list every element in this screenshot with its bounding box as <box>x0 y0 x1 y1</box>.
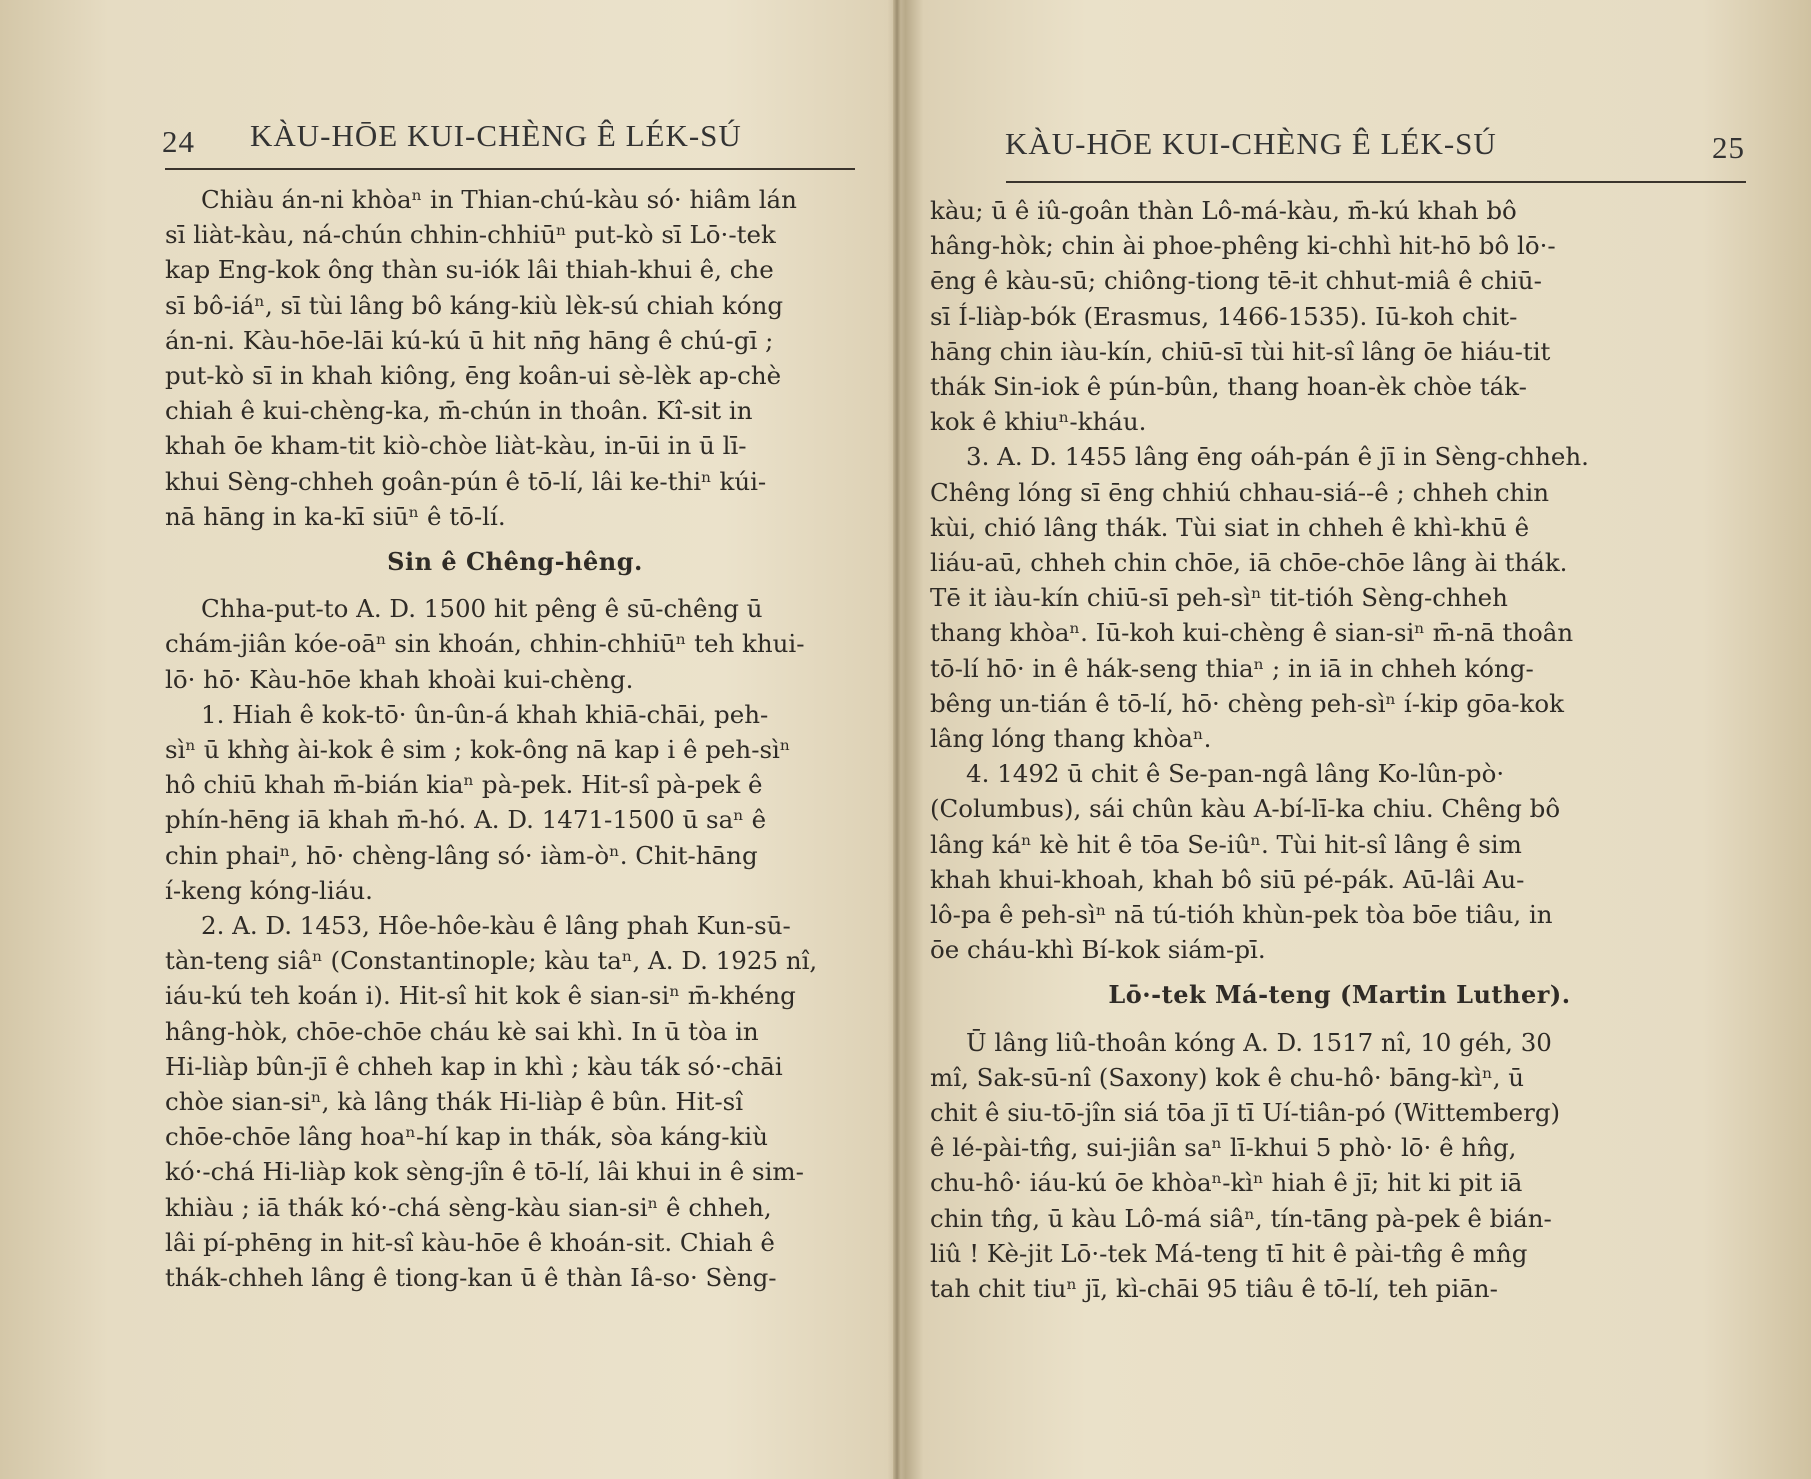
right-paragraph-4 <box>930 1025 1749 1307</box>
text-line: chu-hô· iáu-kú ōe khòaⁿ-kìⁿ hiah ê jī; hit ki pit iā <box>930 1168 1523 1198</box>
text-line: sī Í-liàp-bók (Erasmus, 1466-1535). Iū-koh chit- <box>930 301 1518 331</box>
text-line: lô-pa ê peh-sìⁿ nā tú-tióh khùn-pek tòa bōe tiâu, in <box>930 900 1553 930</box>
text-line: mî, Sak-sū-nî (Saxony) kok ê chu-hô· bāng-kìⁿ, ū <box>930 1062 1525 1092</box>
right-page-body <box>930 193 1749 1306</box>
left-page-number: 24 <box>162 124 195 159</box>
right-header-rule <box>1006 181 1746 183</box>
text-line: kùi, chió lâng thák. Tùi siat in chheh ê khì-khū ê <box>930 512 1530 542</box>
text-line: 1. Hiah ê kok-tō· ûn-ûn-á khah khiā-chāi, peh- <box>201 699 769 729</box>
left-header-rule <box>165 168 855 170</box>
text-line: 4. 1492 ū chit ê Se-pan-ngâ lâng Ko-lûn-pò· <box>966 759 1505 789</box>
book-gutter <box>893 0 901 1479</box>
right-page-number: 25 <box>1712 130 1745 165</box>
text-line: Chha-put-to A. D. 1500 hit pêng ê sū-chêng ū <box>201 594 763 624</box>
left-page <box>0 0 893 1479</box>
text-line: khah ōe kham-tit kiò-chòe liàt-kàu, in-ūi in ū lī- <box>165 431 747 461</box>
section-heading-sin-e-cheng-heng: Sin ê Chêng-hêng. <box>387 547 643 577</box>
text-line: put-kò sī in khah kiông, ēng koân-ui sè-lèk ap-chè <box>165 361 782 391</box>
left-page-body <box>165 182 865 1295</box>
text-line: hâng-hòk, chōe-chōe cháu kè sai khì. In ū tòa in <box>165 1016 759 1046</box>
text-line: hāng chin iàu-kín, chiū-sī tùi hit-sî lâng ōe hiáu-tit <box>930 336 1551 366</box>
text-line: kàu; ū ê iû-goân thàn Lô-má-kàu, m̄-kú khah bô <box>930 196 1517 225</box>
right-paragraph-2 <box>930 439 1749 756</box>
text-line: án-ni. Kàu-hōe-lāi kú-kú ū hit nn̄g hāng ê chú-gī ; <box>165 325 774 355</box>
text-line: ōe cháu-khì Bí-kok siám-pī. <box>930 935 1266 965</box>
text-line: nā hāng in ka-kī siūⁿ ê tō-lí. <box>165 501 506 531</box>
text-line: ēng ê kàu-sū; chiông-tiong tē-it chhut-miâ ê chiū- <box>930 266 1542 296</box>
text-line: chit ê siu-tō-jîn siá tōa jī tī Uí-tiân-pó (Wittemberg) <box>930 1098 1561 1128</box>
text-line: Chiàu án-ni khòaⁿ in Thian-chú-kàu só· hiâm lán <box>201 185 797 214</box>
text-line: tah chit tiuⁿ jī, kì-chāi 95 tiâu ê tō-lí, teh piān- <box>930 1274 1498 1304</box>
text-line: thang khòaⁿ. Iū-koh kui-chèng ê sian-siⁿ m̄-nā thoân <box>930 618 1574 648</box>
text-line: Ū lâng liû-thoân kóng A. D. 1517 nî, 10 géh, 30 <box>966 1027 1552 1057</box>
text-line: sī liàt-kàu, ná-chún chhin-chhiūⁿ put-kò sī Lō·-tek <box>165 220 776 250</box>
text-line: kok ê khiuⁿ-kháu. <box>930 407 1147 437</box>
text-line: tàn-teng siâⁿ (Constantinople; kàu taⁿ, A. D. 1925 nî, <box>165 946 818 976</box>
left-paragraph-3 <box>165 697 865 908</box>
text-line: phín-hēng iā khah m̄-hó. A. D. 1471-1500 ū saⁿ ê <box>165 805 767 835</box>
text-line: hô chiū khah m̄-bián kiaⁿ pà-pek. Hit-sî pà-pek ê <box>165 770 763 800</box>
text-line: Chêng lóng sī ēng chhiú chhau-siá--ê ; chheh chin <box>930 477 1550 507</box>
text-line: tō-lí hō· in ê hák-seng thiaⁿ ; in iā in chheh kóng- <box>930 653 1534 683</box>
text-line: chin tn̂g, ū kàu Lô-má siâⁿ, tín-tāng pà-pek ê bián- <box>930 1203 1552 1233</box>
text-line: kó·-chá Hi-liàp kok sèng-jîn ê tō-lí, lâi khui in ê sim- <box>165 1157 804 1187</box>
left-page-header <box>162 118 857 168</box>
right-paragraph-3 <box>930 756 1749 967</box>
right-page-header <box>1005 118 1745 168</box>
text-line: khui Sèng-chheh goân-pún ê tō-lí, lâi ke-thiⁿ kúi- <box>165 466 767 496</box>
text-line: chòe sian-siⁿ, kà lâng thák Hi-liàp ê bûn. Hit-sî <box>165 1087 744 1117</box>
text-line: liû ! Kè-jit Lō·-tek Má-teng tī hit ê pài-tn̂g ê mn̂g <box>930 1238 1528 1268</box>
right-page <box>901 0 1811 1479</box>
right-running-title: KÀU-HŌE KUI-CHÈNG Ê LÉK-SÚ <box>1005 126 1497 161</box>
left-running-title: KÀU-HŌE KUI-CHÈNG Ê LÉK-SÚ <box>250 118 742 153</box>
text-line: khiàu ; iā thák kó·-chá sèng-kàu sian-siⁿ ê chheh, <box>165 1192 772 1222</box>
text-line: chōe-chōe lâng hoaⁿ-hí kap in thák, sòa káng-kiù <box>165 1122 769 1152</box>
text-line: sìⁿ ū khǹg ài-kok ê sim ; kok-ông nā kap i ê peh-sìⁿ <box>165 735 791 765</box>
text-line: Hi-liàp bûn-jī ê chheh kap in khì ; kàu ták só·-chāi <box>165 1051 783 1081</box>
text-line: thák-chheh lâng ê tiong-kan ū ê thàn Iâ-so· Sèng- <box>165 1263 777 1293</box>
left-paragraph-1 <box>165 182 865 534</box>
text-line: lâng káⁿ kè hit ê tōa Se-iûⁿ. Tùi hit-sî lâng ê sim <box>930 829 1522 859</box>
text-line: khah khui-khoah, khah bô siū pé-pák. Aū-lâi Au- <box>930 864 1525 894</box>
text-line: kap Eng-kok ông thàn su-iók lâi thiah-khui ê, che <box>165 255 774 285</box>
text-line: lō· hō· Kàu-hōe khah khoài kui-chèng. <box>165 664 634 694</box>
text-line: (Columbus), sái chûn kàu A-bí-lī-ka chiu. Chêng bô <box>930 794 1561 824</box>
right-paragraph-1 <box>930 193 1749 439</box>
text-line: 2. A. D. 1453, Hôe-hôe-kàu ê lâng phah Kun-sū- <box>201 911 791 941</box>
text-line: hâng-hòk; chin ài phoe-phêng ki-chhì hit-hō bô lō·- <box>930 231 1556 261</box>
text-line: lâng lóng thang khòaⁿ. <box>930 724 1212 754</box>
text-line: Tē it iàu-kín chiū-sī peh-sìⁿ tit-tióh Sèng-chheh <box>930 583 1508 613</box>
text-line: chám-jiân kóe-oāⁿ sin khoán, chhin-chhiūⁿ teh khui- <box>165 629 805 659</box>
text-line: liáu-aū, chheh chin chōe, iā chōe-chōe lâng ài thák. <box>930 548 1568 578</box>
text-line: í-keng kóng-liáu. <box>165 875 373 905</box>
text-line: 3. A. D. 1455 lâng ēng oáh-pán ê jī in Sèng-chheh. <box>966 442 1589 472</box>
text-line: bêng un-tián ê tō-lí, hō· chèng peh-sìⁿ í-kip gōa-kok <box>930 688 1564 718</box>
section-heading-martin-luther: Lō·-tek Má-teng (Martin Luther). <box>1108 980 1571 1010</box>
text-line: ê lé-pài-tn̂g, sui-jiân saⁿ lī-khui 5 phò· lō· ê hn̂g, <box>930 1133 1517 1163</box>
text-line: iáu-kú teh koán i). Hit-sî hit kok ê sian-siⁿ m̄-khéng <box>165 981 796 1011</box>
text-line: chin phaiⁿ, hō· chèng-lâng só· iàm-òⁿ. Chit-hāng <box>165 840 758 870</box>
text-line: sī bô-iáⁿ, sī tùi lâng bô káng-kiù lèk-sú chiah kóng <box>165 290 784 320</box>
text-line: lâi pí-phēng in hit-sî kàu-hōe ê khoán-sit. Chiah ê <box>165 1227 775 1257</box>
text-line: thák Sin-iok ê pún-bûn, thang hoan-èk chòe ták- <box>930 372 1527 402</box>
text-line: chiah ê kui-chèng-ka, m̄-chún in thoân. Kî-sit in <box>165 396 753 426</box>
left-paragraph-4 <box>165 908 865 1295</box>
left-paragraph-2 <box>165 591 865 697</box>
